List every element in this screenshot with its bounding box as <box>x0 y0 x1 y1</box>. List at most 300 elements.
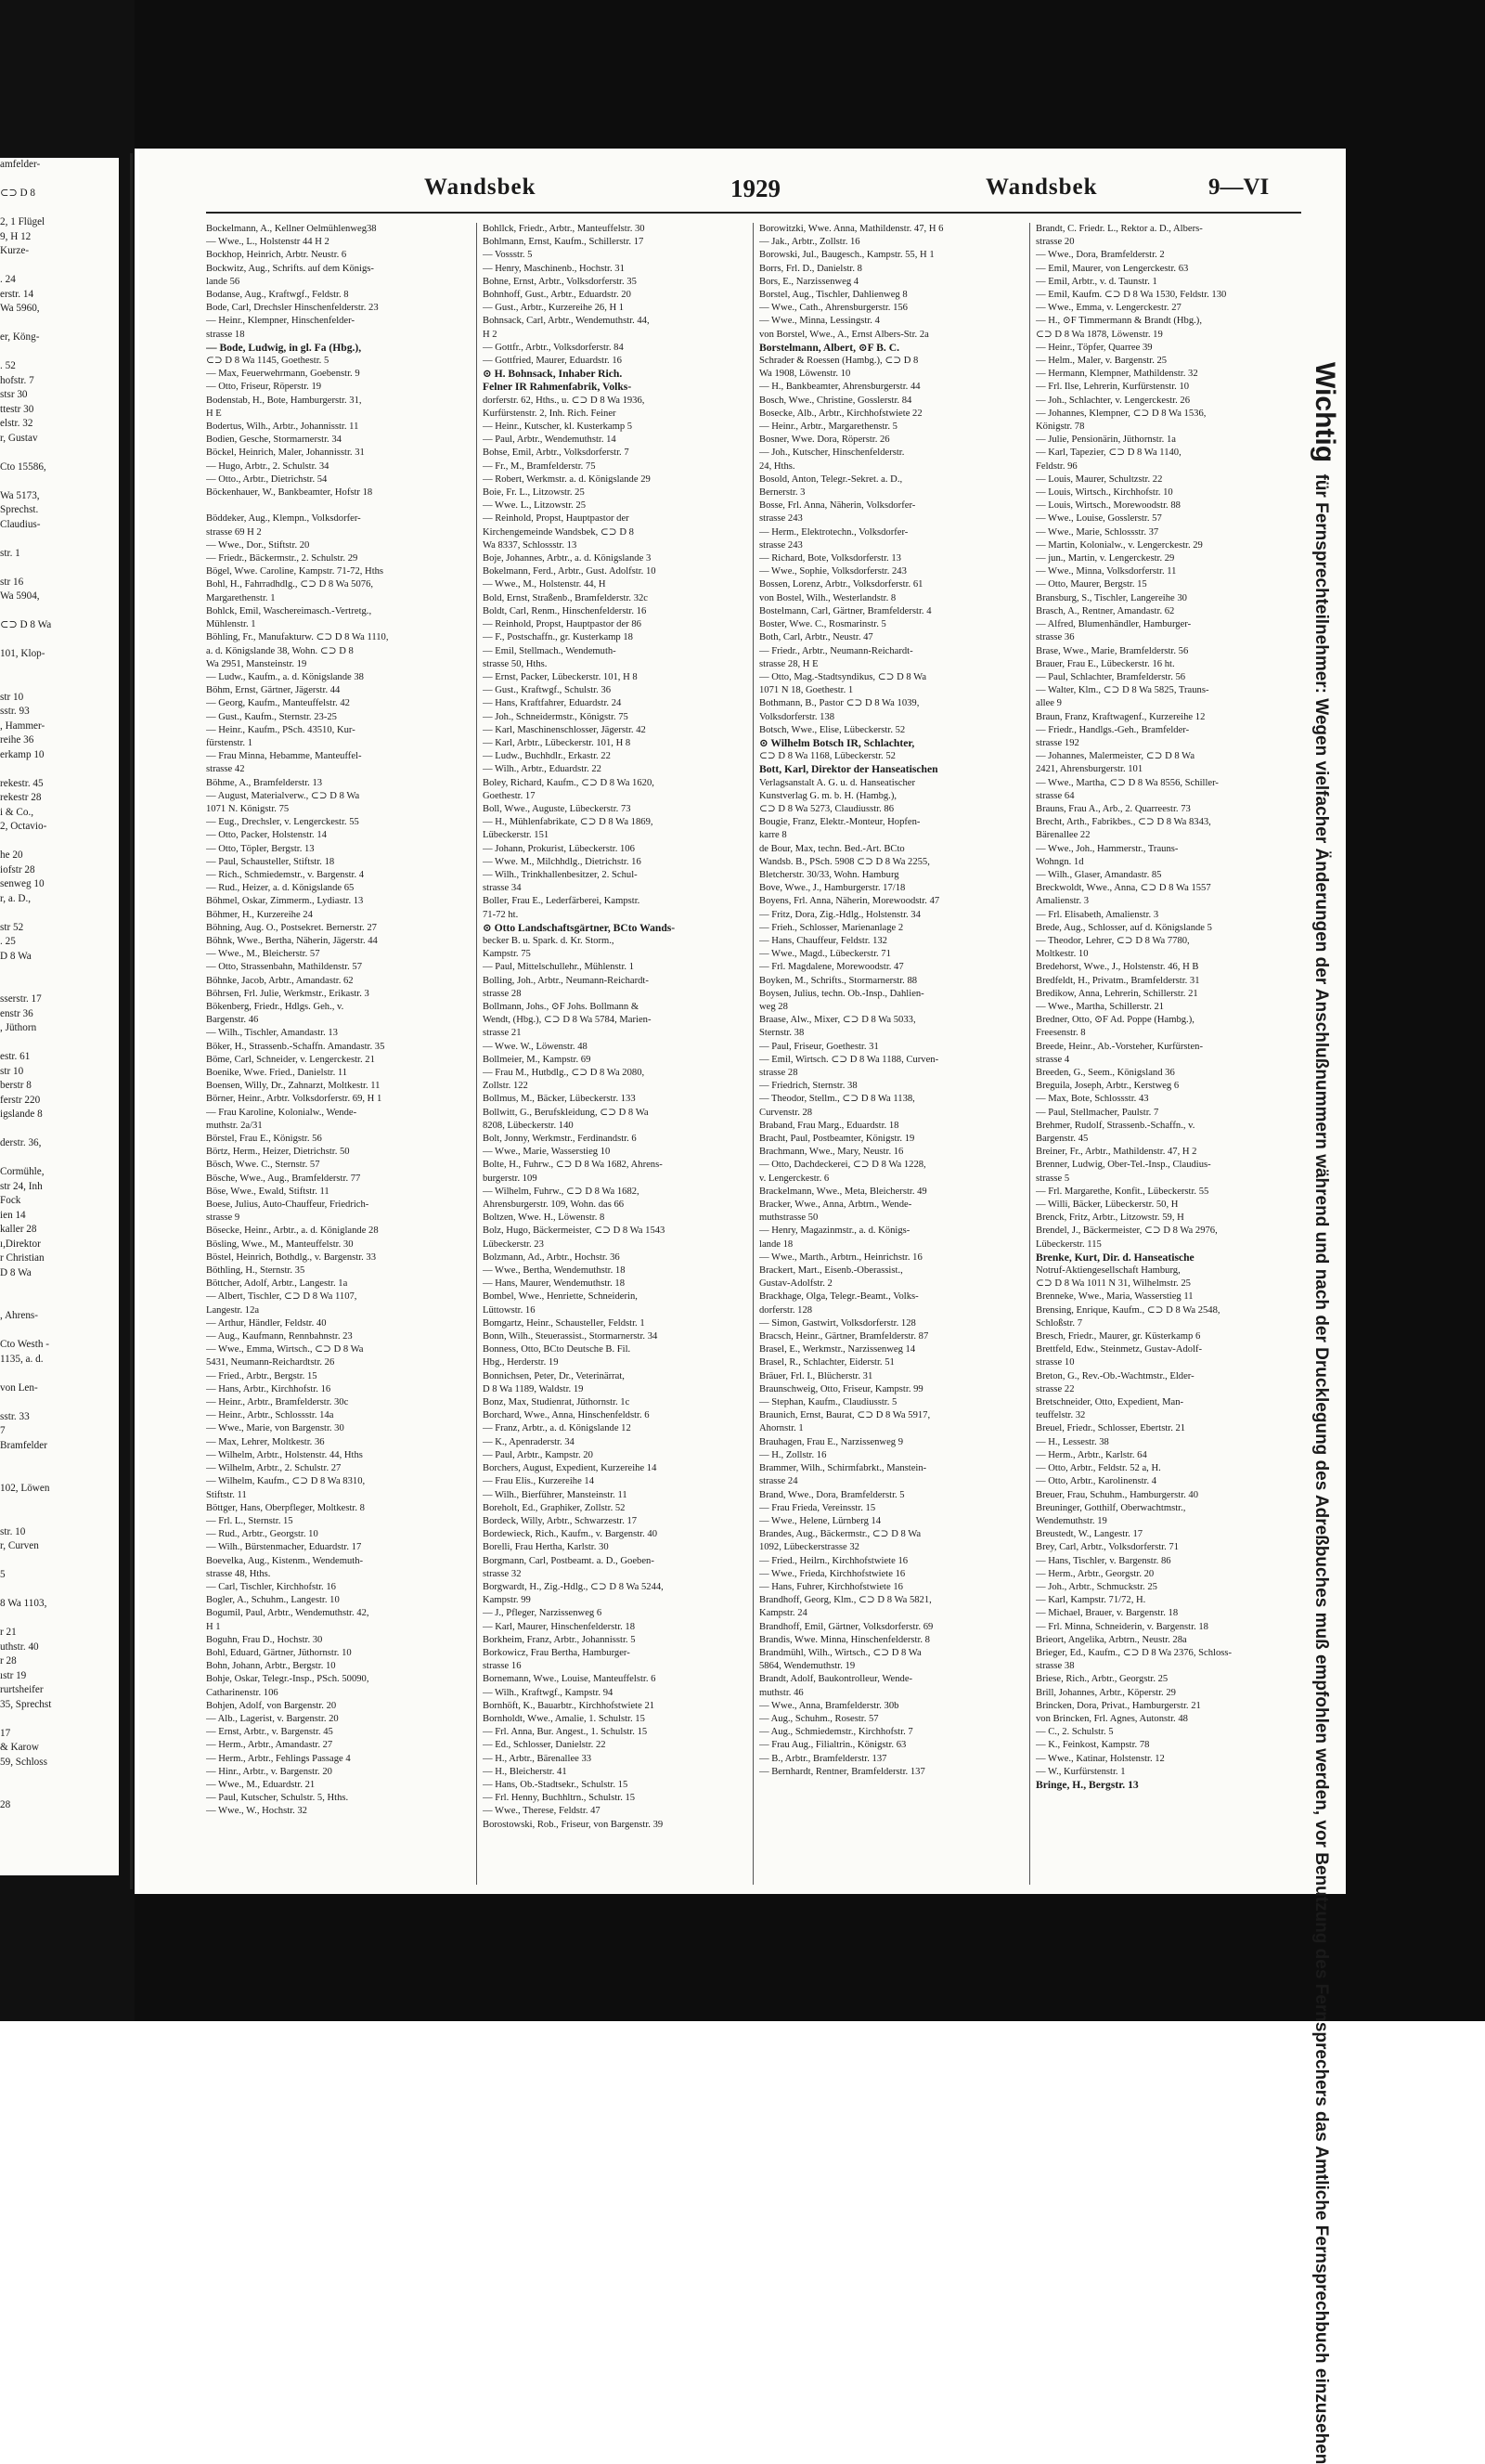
directory-entry: Bletcherstr. 30/33, Wohn. Hamburg <box>759 869 1024 882</box>
directory-entry: — Walter, Klm., ⊂⊃ D 8 Wa 5825, Trauns- <box>1036 684 1300 697</box>
previous-page-fragment: r Christian <box>0 1251 119 1266</box>
directory-entry: Bredner, Otto, ⊙F Ad. Poppe (Hambg.), <box>1036 1014 1300 1027</box>
directory-entry: — Max, Bote, Schlossstr. 43 <box>1036 1093 1300 1106</box>
directory-entry: ⊙ Wilhelm Botsch IR, Schlachter, <box>759 737 1024 750</box>
directory-entry: — Hugo, Arbtr., 2. Schulstr. 34 <box>206 460 471 473</box>
previous-page-fragment <box>0 1583 119 1598</box>
directory-entry: Kirchengemeinde Wandsbek, ⊂⊃ D 8 <box>483 526 747 539</box>
directory-entry: Bösling, Wwe., M., Manteuffelstr. 30 <box>206 1238 471 1251</box>
directory-entry: Bosch, Wwe., Christine, Gosslerstr. 84 <box>759 395 1024 408</box>
directory-entry: — Wwe., Louise, Gosslerstr. 57 <box>1036 512 1300 525</box>
directory-entry: — Otto, Friseur, Röperstr. 19 <box>206 381 471 394</box>
directory-entry: Moltkestr. 10 <box>1036 948 1300 961</box>
directory-entry: strasse 18 <box>206 329 471 342</box>
column-divider <box>476 223 477 1885</box>
directory-entry: Ahrensburgerstr. 109, Wohn. das 66 <box>483 1199 747 1212</box>
directory-entry: — Otto, Packer, Holstenstr. 14 <box>206 829 471 842</box>
previous-page-fragment: , Hammer- <box>0 720 119 734</box>
directory-entry: Boyken, M., Schrifts., Stormarnerstr. 88 <box>759 975 1024 988</box>
directory-entry: Kampstr. 75 <box>483 948 747 961</box>
previous-page-fragment: r, Gustav <box>0 432 119 447</box>
directory-entry: — H., Arbtr., Bärenallee 33 <box>483 1753 747 1766</box>
previous-page-fragment <box>0 446 119 460</box>
directory-entry: Böthling, H., Sternstr. 35 <box>206 1264 471 1277</box>
directory-entry: strasse 22 <box>1036 1383 1300 1396</box>
directory-entry: karre 8 <box>759 829 1024 842</box>
directory-entry: Borgmann, Carl, Postbeamt. a. D., Goeben- <box>483 1555 747 1568</box>
directory-entry: — Frl. Margarethe, Konfit., Lübeckerstr. 55 <box>1036 1186 1300 1199</box>
directory-entry: Brauer, Frau E., Lübeckerstr. 16 ht. <box>1036 658 1300 671</box>
directory-entry: Bors, E., Narzissenweg 4 <box>759 276 1024 289</box>
directory-entry: Boley, Richard, Kaufm., ⊂⊃ D 8 Wa 1620, <box>483 777 747 790</box>
directory-entry: Curvenstr. 28 <box>759 1107 1024 1120</box>
directory-entry: Bohse, Emil, Arbtr., Volksdorferstr. 7 <box>483 447 747 460</box>
directory-entry: — Reinhold, Propst, Hauptpastor der 86 <box>483 618 747 631</box>
directory-entry: 1092, Lübeckerstrasse 32 <box>759 1541 1024 1554</box>
directory-entry: strasse 50, Hths. <box>483 658 747 671</box>
directory-entry: Brandis, Wwe. Minna, Hinschenfelderstr. 8 <box>759 1634 1024 1647</box>
directory-entry: — Wwe., W., Hochstr. 32 <box>206 1805 471 1818</box>
previous-page-fragment: erstr. 14 <box>0 288 119 303</box>
directory-entry: Schrader & Roessen (Hambg.), ⊂⊃ D 8 <box>759 355 1024 368</box>
directory-entry: Braun, Franz, Kraftwagenf., Kurzereihe 12 <box>1036 711 1300 724</box>
directory-entry: — Gottfried, Maurer, Eduardstr. 16 <box>483 355 747 368</box>
previous-page-fragment: enstr 36 <box>0 1007 119 1022</box>
directory-entry: — Paul, Schlachter, Bramfelderstr. 56 <box>1036 671 1300 684</box>
previous-page-fragment <box>0 1612 119 1627</box>
directory-entry: — Herm., Arbtr., Amandastr. 27 <box>206 1739 471 1752</box>
previous-page-fragment: str 52 <box>0 921 119 936</box>
side-notice <box>1307 362 1340 1848</box>
directory-columns <box>206 223 1301 1885</box>
directory-entry: — Otto, Töpler, Bergstr. 13 <box>206 843 471 856</box>
directory-entry: Bracker, Wwe., Anna, Arbtrn., Wende- <box>759 1199 1024 1212</box>
page-spine <box>130 153 133 1889</box>
directory-entry: Borrs, Frl. D., Danielstr. 8 <box>759 263 1024 276</box>
directory-entry: — Max, Lehrer, Moltkestr. 36 <box>206 1436 471 1449</box>
previous-page-fragment <box>0 1453 119 1468</box>
directory-entry: — Friedrich, Sternstr. 38 <box>759 1080 1024 1093</box>
directory-entry: Bolz, Hugo, Bäckermeister, ⊂⊃ D 8 Wa 1543 <box>483 1225 747 1238</box>
directory-entry: — Michael, Brauer, v. Bargenstr. 18 <box>1036 1607 1300 1620</box>
directory-entry: Bosecke, Alb., Arbtr., Kirchhofstwiete 22 <box>759 408 1024 421</box>
previous-page-fragment: 8 Wa 1103, <box>0 1597 119 1612</box>
directory-entry: de Bour, Max, techn. Bed.-Art. BCto <box>759 843 1024 856</box>
directory-entry: Bösch, Wwe. C., Sternstr. 57 <box>206 1159 471 1172</box>
directory-entry: Bogler, A., Schuhm., Langestr. 10 <box>206 1594 471 1607</box>
previous-page-fragment: elstr. 32 <box>0 417 119 432</box>
previous-page-fragment: ttestr 30 <box>0 403 119 418</box>
directory-entry: — Ludw., Kaufm., a. d. Königslande 38 <box>206 671 471 684</box>
directory-entry: Breustedt, W., Langestr. 17 <box>1036 1528 1300 1541</box>
directory-entry: Böhme, A., Bramfelderstr. 13 <box>206 777 471 790</box>
previous-page-fragment: derstr. 36, <box>0 1136 119 1151</box>
directory-entry: — Robert, Werkmstr. a. d. Königslande 29 <box>483 473 747 486</box>
directory-entry: Bomgartz, Heinr., Schausteller, Feldstr. 1 <box>483 1317 747 1330</box>
directory-entry: Bringe, H., Bergstr. 13 <box>1036 1779 1300 1792</box>
previous-page-fragment: er, Köng- <box>0 331 119 345</box>
directory-entry: — Wwe., Therese, Feldstr. 47 <box>483 1805 747 1818</box>
directory-entry: — H., Mühlenfabrikate, ⊂⊃ D 8 Wa 1869, <box>483 816 747 829</box>
directory-entry: — Herm., Arbtr., Karlstr. 64 <box>1036 1449 1300 1462</box>
directory-entry: — Heinr., Arbtr., Margarethenstr. 5 <box>759 421 1024 434</box>
directory-entry: Bargenstr. 46 <box>206 1014 471 1027</box>
directory-entry: becker B. u. Spark. d. Kr. Storm., <box>483 935 747 948</box>
directory-entry: — Johannes, Malermeister, ⊂⊃ D 8 Wa <box>1036 750 1300 763</box>
directory-entry: Brasel, E., Werkmstr., Narzissenweg 14 <box>759 1343 1024 1356</box>
directory-entry: — Hinr., Arbtr., v. Bargenstr. 20 <box>206 1766 471 1779</box>
directory-entry: Bräuer, Frl. I., Blücherstr. 31 <box>759 1370 1024 1383</box>
directory-entry: strasse 243 <box>759 539 1024 552</box>
directory-entry: — Paul, Schausteller, Stiftstr. 18 <box>206 856 471 869</box>
directory-entry: Boenike, Wwe. Fried., Danielstr. 11 <box>206 1067 471 1080</box>
previous-page-fragment <box>0 762 119 777</box>
directory-entry: von Borstel, Wwe., A., Ernst Albers-Str. 2a <box>759 329 1024 342</box>
directory-entry: — Wwe. W., Löwenstr. 48 <box>483 1041 747 1054</box>
directory-entry: Bretschneider, Otto, Expedient, Man- <box>1036 1396 1300 1409</box>
directory-entry: — Paul, Mittelschullehr., Mühlenstr. 1 <box>483 961 747 974</box>
directory-entry: Verlagsanstalt A. G. u. d. Hanseatischer <box>759 777 1024 790</box>
directory-entry: Breuel, Friedr., Schlosser, Ebertstr. 21 <box>1036 1422 1300 1435</box>
previous-page-fragment: Cto Westh - <box>0 1338 119 1353</box>
directory-entry: Borelli, Frau Hertha, Karlstr. 30 <box>483 1541 747 1554</box>
directory-entry: Bollwitt, G., Berufskleidung, ⊂⊃ D 8 Wa <box>483 1107 747 1120</box>
directory-entry: Freesenstr. 8 <box>1036 1027 1300 1040</box>
directory-entry: strasse 28 <box>483 988 747 1001</box>
directory-entry: Böckenhauer, W., Bankbeamter, Hofstr 18 <box>206 486 471 499</box>
directory-entry: — Wilh., Bierführer, Mansteinstr. 11 <box>483 1489 747 1502</box>
directory-entry: Brandt, Adolf, Baukontrolleur, Wende- <box>759 1673 1024 1686</box>
directory-column-1 <box>206 223 471 1885</box>
directory-entry: D 8 Wa 1189, Waldstr. 19 <box>483 1383 747 1396</box>
directory-entry: strasse 5 <box>1036 1173 1300 1186</box>
directory-entry: Breiner, Fr., Arbtr., Mathildenstr. 47, H 2 <box>1036 1146 1300 1159</box>
previous-page-fragment: D 8 Wa <box>0 1266 119 1281</box>
directory-entry: Breckwoldt, Wwe., Anna, ⊂⊃ D 8 Wa 1557 <box>1036 882 1300 895</box>
directory-entry: — Wwe., Marth., Arbtrn., Heinrichstr. 16 <box>759 1251 1024 1264</box>
directory-entry: Braband, Frau Marg., Eduardstr. 18 <box>759 1120 1024 1133</box>
directory-entry: Bohnhoff, Gust., Arbtr., Eduardstr. 20 <box>483 289 747 302</box>
directory-entry: strasse 9 <box>206 1212 471 1225</box>
directory-entry: Boyens, Frl. Anna, Näherin, Morewoodstr. 47 <box>759 895 1024 908</box>
directory-entry: Boysen, Julius, techn. Ob.-Insp., Dahlien- <box>759 988 1024 1001</box>
directory-entry: Bosner, Wwe. Dora, Röperstr. 26 <box>759 434 1024 447</box>
directory-entry: Notruf-Aktiengesellschaft Hamburg, <box>1036 1264 1300 1277</box>
directory-entry: — Wilh., Tischler, Amandastr. 13 <box>206 1027 471 1040</box>
directory-entry: — Wilh., Bürstenmacher, Eduardstr. 17 <box>206 1541 471 1554</box>
directory-entry: Lübeckerstr. 23 <box>483 1238 747 1251</box>
directory-entry: Brandes, Aug., Bäckermstr., ⊂⊃ D 8 Wa <box>759 1528 1024 1541</box>
directory-entry: — Otto, Maurer, Bergstr. 15 <box>1036 578 1300 591</box>
directory-entry: — Wilh., Trinkhallenbesitzer, 2. Schul- <box>483 869 747 882</box>
directory-entry: strasse 20 <box>1036 236 1300 249</box>
directory-entry: — Frl. Elisabeth, Amalienstr. 3 <box>1036 909 1300 922</box>
directory-entry: Brandhoff, Emil, Gärtner, Volksdorferstr. 69 <box>759 1621 1024 1634</box>
directory-entry: strasse 4 <box>1036 1054 1300 1067</box>
previous-page-fragment: Kurze- <box>0 244 119 259</box>
directory-entry: Brede, Aug., Schlosser, auf d. Königslande 5 <box>1036 922 1300 935</box>
directory-entry: — Hans, Ob.-Stadtsekr., Schulstr. 15 <box>483 1779 747 1792</box>
directory-entry: Bossen, Lorenz, Arbtr., Volksdorferstr. 61 <box>759 578 1024 591</box>
previous-page-fragment: 35, Sprechst <box>0 1698 119 1713</box>
directory-entry: Brincken, Dora, Privat., Hamburgerstr. 21 <box>1036 1700 1300 1713</box>
directory-entry: Stiftstr. 11 <box>206 1489 471 1502</box>
directory-entry: Borstel, Aug., Tischler, Dahlienweg 8 <box>759 289 1024 302</box>
previous-page-fragment: , Jüthorn <box>0 1021 119 1036</box>
directory-entry: — Wilhelm, Kaufm., ⊂⊃ D 8 Wa 8310, <box>206 1475 471 1488</box>
directory-entry: — Karl, Maschinenschlosser, Jägerstr. 42 <box>483 724 747 737</box>
directory-entry: — Albert, Tischler, ⊂⊃ D 8 Wa 1107, <box>206 1290 471 1303</box>
directory-entry: Breton, G., Rev.-Ob.-Wachtmstr., Elder- <box>1036 1370 1300 1383</box>
directory-entry: Böhrsen, Frl. Julie, Werkmstr., Erikastr. 3 <box>206 988 471 1001</box>
previous-page-fragment: uthstr. 40 <box>0 1641 119 1655</box>
directory-entry: — F., Postschaffn., gr. Kusterkamp 18 <box>483 631 747 644</box>
directory-entry: Brenke, Kurt, Dir. d. Hanseatische <box>1036 1251 1300 1264</box>
directory-entry: Braunich, Ernst, Baurat, ⊂⊃ D 8 Wa 5917, <box>759 1409 1024 1422</box>
directory-entry: 5431, Neumann-Reichardtstr. 26 <box>206 1356 471 1369</box>
directory-entry: Brendel, J., Bäckermeister, ⊂⊃ D 8 Wa 2976, <box>1036 1225 1300 1238</box>
directory-entry: — Henry, Magazinmstr., a. d. Königs- <box>759 1225 1024 1238</box>
directory-entry: — C., 2. Schulstr. 5 <box>1036 1726 1300 1739</box>
directory-entry: — Wwe., Marie, Schlossstr. 37 <box>1036 526 1300 539</box>
directory-entry: Borkheim, Franz, Arbtr., Johannisstr. 5 <box>483 1634 747 1647</box>
previous-page-fragment: 28 <box>0 1798 119 1813</box>
directory-entry: — Wwe., Sophie, Volksdorferstr. 243 <box>759 565 1024 578</box>
previous-page-fragment <box>0 1295 119 1310</box>
directory-entry: Bohlck, Emil, Waschereimasch.-Vertretg., <box>206 605 471 618</box>
directory-entry: Bösche, Wwe., Aug., Bramfelderstr. 77 <box>206 1173 471 1186</box>
directory-entry: — Otto, Strassenbahn, Mathildenstr. 57 <box>206 961 471 974</box>
previous-page-fragment <box>0 1367 119 1381</box>
directory-entry: — Frl. Anna, Bur. Angest., 1. Schulstr. 15 <box>483 1726 747 1739</box>
directory-entry: 1071 N 18, Goethestr. 1 <box>759 684 1024 697</box>
directory-entry: — Paul, Arbtr., Kampstr. 20 <box>483 1449 747 1462</box>
directory-entry: Böme, Carl, Schneider, v. Lengerckestr. 21 <box>206 1054 471 1067</box>
directory-entry: Wa 1908, Löwenstr. 10 <box>759 368 1024 381</box>
directory-entry: — jun., Martin, v. Lengerckestr. 29 <box>1036 552 1300 565</box>
previous-page-fragment <box>0 1395 119 1410</box>
header-rule <box>206 212 1301 214</box>
directory-entry: Bollmeier, M., Kampstr. 69 <box>483 1054 747 1067</box>
directory-entry: Kunstverlag G. m. b. H. (Hambg.), <box>759 790 1024 803</box>
directory-entry: Borowski, Jul., Baugesch., Kampstr. 55, H 1 <box>759 249 1024 262</box>
directory-entry: — Frieh., Schlosser, Marienanlage 2 <box>759 922 1024 935</box>
directory-entry: Brasch, A., Rentner, Amandastr. 62 <box>1036 605 1300 618</box>
directory-entry: Bohlmann, Ernst, Kaufm., Schillerstr. 17 <box>483 236 747 249</box>
directory-entry: — Stephan, Kaufm., Claudiusstr. 5 <box>759 1396 1024 1409</box>
directory-entry: — Wwe., Emma, Wirtsch., ⊂⊃ D 8 Wa <box>206 1343 471 1356</box>
directory-entry: weg 28 <box>759 1001 1024 1014</box>
previous-page-fragment <box>0 201 119 216</box>
directory-entry: — Alfred, Blumenhändler, Hamburger- <box>1036 618 1300 631</box>
previous-page-fragment <box>0 979 119 993</box>
directory-entry: Brand, Wwe., Dora, Bramfelderstr. 5 <box>759 1489 1024 1502</box>
directory-entry: — Frau Minna, Hebamme, Manteuffel- <box>206 750 471 763</box>
directory-entry: Bohllck, Friedr., Arbtr., Manteuffelstr. 30 <box>483 223 747 236</box>
directory-entry: Bonness, Otto, BCto Deutsche B. Fil. <box>483 1343 747 1356</box>
directory-entry: Brasel, R., Schlachter, Eiderstr. 51 <box>759 1356 1024 1369</box>
directory-entry: Borchers, August, Expedient, Kurzereihe 14 <box>483 1462 747 1475</box>
previous-page-fragment: Bramfelder <box>0 1439 119 1454</box>
directory-entry: Borstelmann, Albert, ⊙F B. C. <box>759 342 1024 355</box>
directory-entry: — Wilh., Arbtr., Eduardstr. 22 <box>483 763 747 776</box>
directory-entry: Boje, Johannes, Arbtr., a. d. Königslande 3 <box>483 552 747 565</box>
directory-column-4 <box>1036 223 1300 1885</box>
directory-entry: Brey, Carl, Arbtr., Volksdorferstr. 71 <box>1036 1541 1300 1554</box>
directory-entry: Bonn, Wilh., Steuerassist., Stormarnerstr. 34 <box>483 1330 747 1343</box>
previous-page-fragment: he 20 <box>0 849 119 863</box>
directory-entry: — Herm., Elektrotechn., Volksdorfer- <box>759 526 1024 539</box>
directory-entry: Bordewieck, Rich., Kaufm., v. Bargenstr. 40 <box>483 1528 747 1541</box>
previous-page-fragment: rekestr. 45 <box>0 777 119 792</box>
directory-entry: — Emil, Wirtsch. ⊂⊃ D 8 Wa 1188, Curven- <box>759 1054 1024 1067</box>
directory-entry: — Herm., Arbtr., Georgstr. 20 <box>1036 1568 1300 1581</box>
directory-entry: — Richard, Bote, Volksdorferstr. 13 <box>759 552 1024 565</box>
previous-page-fragment <box>0 835 119 849</box>
directory-entry: — Willi, Bäcker, Lübeckerstr. 50, H <box>1036 1199 1300 1212</box>
directory-entry: ⊂⊃ D 8 Wa 1145, Goethestr. 5 <box>206 355 471 368</box>
directory-entry: — W., Kurfürstenstr. 1 <box>1036 1766 1300 1779</box>
directory-entry: — Louis, Wirtsch., Kirchhofstr. 10 <box>1036 486 1300 499</box>
directory-entry: Bohl, Eduard, Gärtner, Jüthornstr. 10 <box>206 1647 471 1660</box>
directory-entry: Bresch, Friedr., Maurer, gr. Küsterkamp 6 <box>1036 1330 1300 1343</box>
directory-entry: — Karl, Arbtr., Lübeckerstr. 101, H 8 <box>483 737 747 750</box>
directory-entry: strasse 38 <box>1036 1660 1300 1673</box>
directory-entry: Bockhop, Heinrich, Arbtr. Neustr. 6 <box>206 249 471 262</box>
directory-entry: — H., ⊙F Timmermann & Brandt (Hbg.), <box>1036 315 1300 328</box>
previous-page-fragment: . 24 <box>0 273 119 288</box>
directory-entry: — Ludw., Buchhdlr., Erkastr. 22 <box>483 750 747 763</box>
directory-entry: Borchard, Wwe., Anna, Hinschenfeldstr. 6 <box>483 1409 747 1422</box>
directory-entry: — Frau Aug., Filialtrin., Königstr. 63 <box>759 1739 1024 1752</box>
directory-entry: Bokelmann, Ferd., Arbtr., Gust. Adolfstr. 10 <box>483 565 747 578</box>
directory-entry: — Vossstr. 5 <box>483 249 747 262</box>
directory-entry: muthstrasse 50 <box>759 1212 1024 1225</box>
directory-entry: Borgwardt, H., Zig.-Hdlg., ⊂⊃ D 8 Wa 5244, <box>483 1581 747 1594</box>
previous-page-fragment: r 28 <box>0 1654 119 1669</box>
directory-entry: Brenneke, Wwe., Maria, Wasserstieg 11 <box>1036 1290 1300 1303</box>
directory-entry: Bollmann, Johs., ⊙F Johs. Bollmann & <box>483 1001 747 1014</box>
previous-page-fragment <box>0 676 119 691</box>
previous-page-fragment <box>0 1784 119 1799</box>
directory-entry: Bransburg, S., Tischler, Langereihe 30 <box>1036 592 1300 605</box>
directory-entry: Bockwitz, Aug., Schrifts. auf dem Königs- <box>206 263 471 276</box>
directory-entry: — Wwe., Marie, von Bargenstr. 30 <box>206 1422 471 1435</box>
directory-entry: Breguila, Joseph, Arbtr., Kerstweg 6 <box>1036 1080 1300 1093</box>
directory-entry: Bornholdt, Wwe., Amalie, 1. Schulstr. 15 <box>483 1713 747 1726</box>
directory-entry: muthstr. 46 <box>759 1687 1024 1700</box>
previous-page-fragment: ıstr 19 <box>0 1669 119 1684</box>
previous-page-fragment: 2, 1 Flügel <box>0 215 119 230</box>
previous-page-fragment: erkamp 10 <box>0 748 119 763</box>
directory-entry: Brecht, Arth., Fabrikbes., ⊂⊃ D 8 Wa 8343, <box>1036 816 1300 829</box>
directory-entry: ⊙ Otto Landschaftsgärtner, BCto Wands- <box>483 922 747 935</box>
directory-entry: Bredfeldt, H., Privatm., Bramfelderstr. 31 <box>1036 975 1300 988</box>
directory-entry: Böse, Wwe., Ewald, Stiftstr. 11 <box>206 1186 471 1199</box>
previous-page-fragment: hofstr. 7 <box>0 374 119 389</box>
directory-entry: Braase, Alw., Mixer, ⊂⊃ D 8 Wa 5033, <box>759 1014 1024 1027</box>
directory-entry: Breeden, G., Seem., Königsland 36 <box>1036 1067 1300 1080</box>
directory-entry: 71-72 ht. <box>483 909 747 922</box>
directory-entry: Bogumil, Paul, Arbtr., Wendemuthstr. 42, <box>206 1607 471 1620</box>
directory-entry: — Simon, Gastwirt, Volksdorferstr. 128 <box>759 1317 1024 1330</box>
directory-entry: — Rud., Heizer, a. d. Königslande 65 <box>206 882 471 895</box>
directory-entry: ⊂⊃ D 8 Wa 1878, Löwenstr. 19 <box>1036 329 1300 342</box>
directory-entry: Amalienstr. 3 <box>1036 895 1300 908</box>
directory-entry: — Ernst, Packer, Lübeckerstr. 101, H 8 <box>483 671 747 684</box>
previous-page-fragment: str 10 <box>0 691 119 706</box>
directory-entry: Bougie, Franz, Elektr.-Monteur, Hopfen- <box>759 816 1024 829</box>
directory-entry: Böhnke, Jacob, Arbtr., Amandastr. 62 <box>206 975 471 988</box>
directory-entry: 5864, Wendemuthstr. 19 <box>759 1660 1024 1673</box>
directory-entry: — Fried., Heilrn., Kirchhofstwiete 16 <box>759 1555 1024 1568</box>
directory-entry: dorferstr. 62, Hths., u. ⊂⊃ D 8 Wa 1936, <box>483 395 747 408</box>
directory-entry: Feldstr. 96 <box>1036 460 1300 473</box>
directory-entry: Brackert, Mart., Eisenb.-Oberassist., <box>759 1264 1024 1277</box>
previous-page-fragment <box>0 964 119 979</box>
previous-page-fragment <box>0 1712 119 1727</box>
directory-entry: Brieort, Angelika, Arbtrn., Neustr. 28a <box>1036 1634 1300 1647</box>
directory-entry: strasse 69 H 2 <box>206 526 471 539</box>
directory-entry: Breuer, Frau, Schuhm., Hamburgerstr. 40 <box>1036 1489 1300 1502</box>
directory-entry: Bombel, Wwe., Henriette, Schneiderin, <box>483 1290 747 1303</box>
directory-entry: — Heinr., Klempner, Hinschenfelder- <box>206 315 471 328</box>
directory-entry: — Otto, Dachdeckerei, ⊂⊃ D 8 Wa 1228, <box>759 1159 1024 1172</box>
directory-entry: Brackelmann, Wwe., Meta, Bleicherstr. 49 <box>759 1186 1024 1199</box>
directory-entry: — Bode, Ludwig, in gl. Fa (Hbg.), <box>206 342 471 355</box>
previous-page-fragment: senweg 10 <box>0 877 119 892</box>
directory-entry: Bodanse, Aug., Kraftwgf., Feldstr. 8 <box>206 289 471 302</box>
directory-entry: Brehmer, Rudolf, Strassenb.-Schaffn., v. <box>1036 1120 1300 1133</box>
directory-entry: — Heinr., Kaufm., PSch. 43510, Kur- <box>206 724 471 737</box>
directory-entry: Volksdorferstr. 138 <box>759 711 1024 724</box>
directory-entry: — Reinhold, Propst, Hauptpastor der <box>483 512 747 525</box>
previous-page-fragment <box>0 1554 119 1569</box>
directory-entry: — Frau Frieda, Vereinsstr. 15 <box>759 1502 1024 1515</box>
directory-entry: — Wwe., Helene, Lürnberg 14 <box>759 1515 1024 1528</box>
directory-entry: — Wwe., Frieda, Kirchhofstwiete 16 <box>759 1568 1024 1581</box>
directory-entry: Brauns, Frau A., Arb., 2. Quarreestr. 73 <box>1036 803 1300 816</box>
directory-entry: Bold, Ernst, Straßenb., Bramfelderstr. 32c <box>483 592 747 605</box>
directory-entry: Bolt, Jonny, Werkmstr., Ferdinandstr. 6 <box>483 1133 747 1146</box>
directory-entry: dorferstr. 128 <box>759 1304 1024 1317</box>
directory-entry: Böttger, Hans, Oberpfleger, Moltkestr. 8 <box>206 1502 471 1515</box>
directory-entry: — Max, Feuerwehrmann, Goebenstr. 9 <box>206 368 471 381</box>
directory-entry: — J., Pfleger, Narzissenweg 6 <box>483 1607 747 1620</box>
directory-entry: — Gust., Kaufm., Sternstr. 23-25 <box>206 711 471 724</box>
directory-entry: Böhling, Fr., Manufakturw. ⊂⊃ D 8 Wa 1110, <box>206 631 471 644</box>
directory-entry: — Karl, Maurer, Hinschenfelderstr. 18 <box>483 1621 747 1634</box>
directory-entry: 24, Hths. <box>759 460 1024 473</box>
directory-entry: Bohnsack, Carl, Arbtr., Wendemuthstr. 44, <box>483 315 747 328</box>
previous-page-fragment: str. 10 <box>0 1525 119 1540</box>
previous-page-fragment: r, a. D., <box>0 892 119 907</box>
previous-page-fragment: rekestr 28 <box>0 791 119 806</box>
directory-entry: — Wwe., Emma, v. Lengerckestr. 27 <box>1036 302 1300 315</box>
directory-entry: Bonz, Max, Studienrat, Jüthornstr. 1c <box>483 1396 747 1409</box>
directory-entry: strasse 10 <box>1036 1356 1300 1369</box>
scan-border-right <box>1344 0 1485 2021</box>
directory-entry: — Arthur, Händler, Feldstr. 40 <box>206 1317 471 1330</box>
previous-page-fragment: Sprechst. <box>0 503 119 518</box>
directory-entry: — Wwe. M., Milchhdlg., Dietrichstr. 16 <box>483 856 747 869</box>
previous-page-fragment: estr. 61 <box>0 1050 119 1065</box>
previous-page-fragment: r, Curven <box>0 1539 119 1554</box>
directory-entry: — Hans, Kraftfahrer, Eduardstr. 24 <box>483 697 747 710</box>
directory-entry: — Fr., M., Bramfelderstr. 75 <box>483 460 747 473</box>
directory-entry: Bökenberg, Friedr., Hdlgs. Geh., v. <box>206 1001 471 1014</box>
directory-entry: Boltzen, Wwe. H., Löwenstr. 8 <box>483 1212 747 1225</box>
